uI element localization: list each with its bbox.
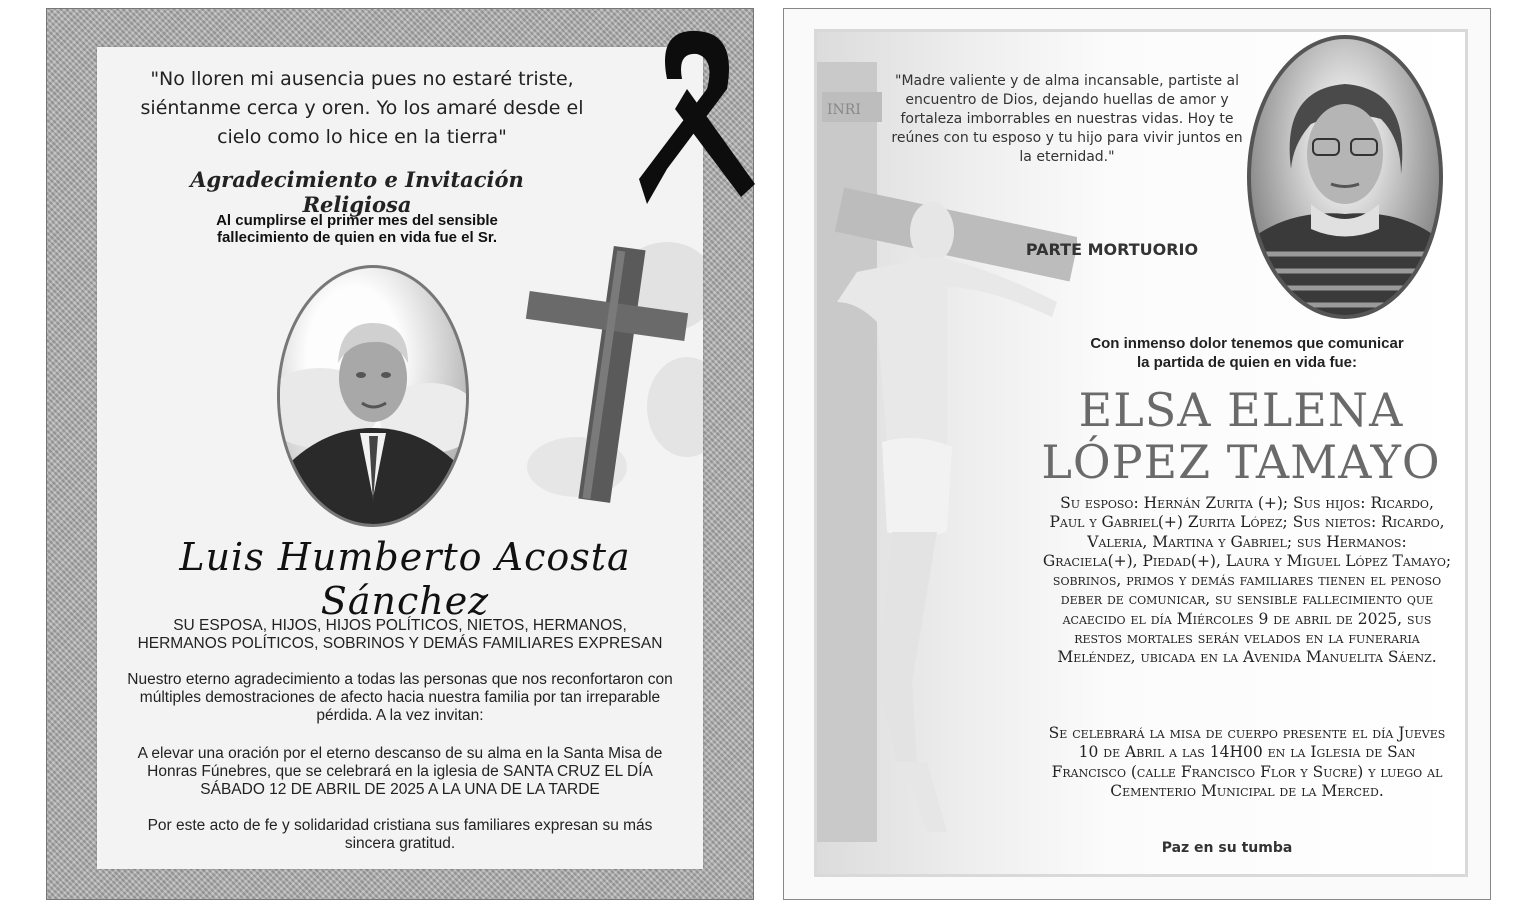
left-subtitle: Agradecimiento e Invitación Religiosa (190, 167, 524, 217)
right-portrait-photo (1247, 35, 1443, 319)
left-obituary-card (46, 8, 754, 900)
left-paragraph-thanks: Nuestro eterno agradecimiento a todas las personas que nos reconfortaron con múltiples demostraciones de afecto hacia nuestra familia por tan irreparable pérdida. A la vez invitan: (127, 671, 673, 724)
mourning-ribbon-icon (637, 19, 757, 209)
right-obituary-card (783, 8, 1491, 900)
right-family-announcement: Su esposo: Hernán Zurita (+); Sus hijos: Ricardo, Paul y Gabriel(+) Zurita López; Sus nietos: Ricardo, Valeria, Martina y Gabriel; sus Hermanos: Graciela(+), Piedad(+), Laura y Miguel López Tamayo; sobrinos, primos y demás familiares tienen el penoso deber de comunicar, su sensible fallecimiento que acaecido el día Miércoles 9 de abril de 2025, sus restos mortales serán velados en la funeraria Meléndez, ubicada en la Avenida Manuelita Sáenz. (1042, 494, 1452, 667)
right-deceased-name (1017, 384, 1465, 488)
right-closing: Paz en su tumba (1161, 840, 1293, 856)
left-intro: Al cumplirse el primer mes del sensible fallecimiento de quien en vida fue el Sr. (216, 212, 498, 246)
right-mass-details: Se celebrará la misa de cuerpo presente el día Jueves 10 de Abril a las 14H00 en la Iglesia de San Francisco (calle Francisco Flor y Sucre) y luego al Cementerio Municipal de la Merced. (1048, 724, 1446, 800)
left-deceased-name: Luis Humberto Acosta Sánchez (179, 535, 631, 623)
left-quote: "No lloren mi ausencia pues no estaré triste, siéntanme cerca y oren. Yo los amaré desde el cielo como lo hice en la tierra" (140, 68, 584, 148)
right-inner-frame (814, 29, 1468, 877)
cross-sign-text: INRI (827, 102, 861, 118)
left-portrait-photo (277, 265, 469, 527)
wooden-cross-image (517, 207, 703, 507)
left-paragraph-gratitude: Por este acto de fe y solidaridad cristiana sus familiares expresan su más sincera gratitud. (147, 817, 653, 852)
right-name-line2: LÓPEZ TAMAYO (1041, 435, 1441, 489)
right-quote: "Madre valiente y de alma incansable, partiste al encuentro de Dios, dejando huellas de amor y fortaleza imborrables en nuestras vidas. Hoy te reúnes con tu esposo y tu hijo para vivir juntos en la eternidad." (891, 73, 1243, 165)
right-intro: Con inmenso dolor tenemos que comunicar la partida de quien en vida fue: (1090, 335, 1404, 371)
right-name-line1: ELSA ELENA (1078, 383, 1404, 437)
right-heading: PARTE MORTUORIO (1025, 240, 1199, 259)
left-paragraph-mass: A elevar una oración por el eterno descanso de su alma en la Santa Misa de Honras Fúnebres, que se celebrará en la iglesia de SANTA CRUZ EL DÍA SÁBADO 12 DE ABRIL DE 2025 A LA UNA DE LA TARDE (137, 745, 663, 798)
left-family-line: SU ESPOSA, HIJOS, HIJOS POLÍTICOS, NIETOS, HERMANOS, HERMANOS POLÍTICOS, SOBRINOS Y DEMÁS FAMILIARES EXPRESAN (137, 617, 663, 652)
left-paper (97, 47, 703, 869)
